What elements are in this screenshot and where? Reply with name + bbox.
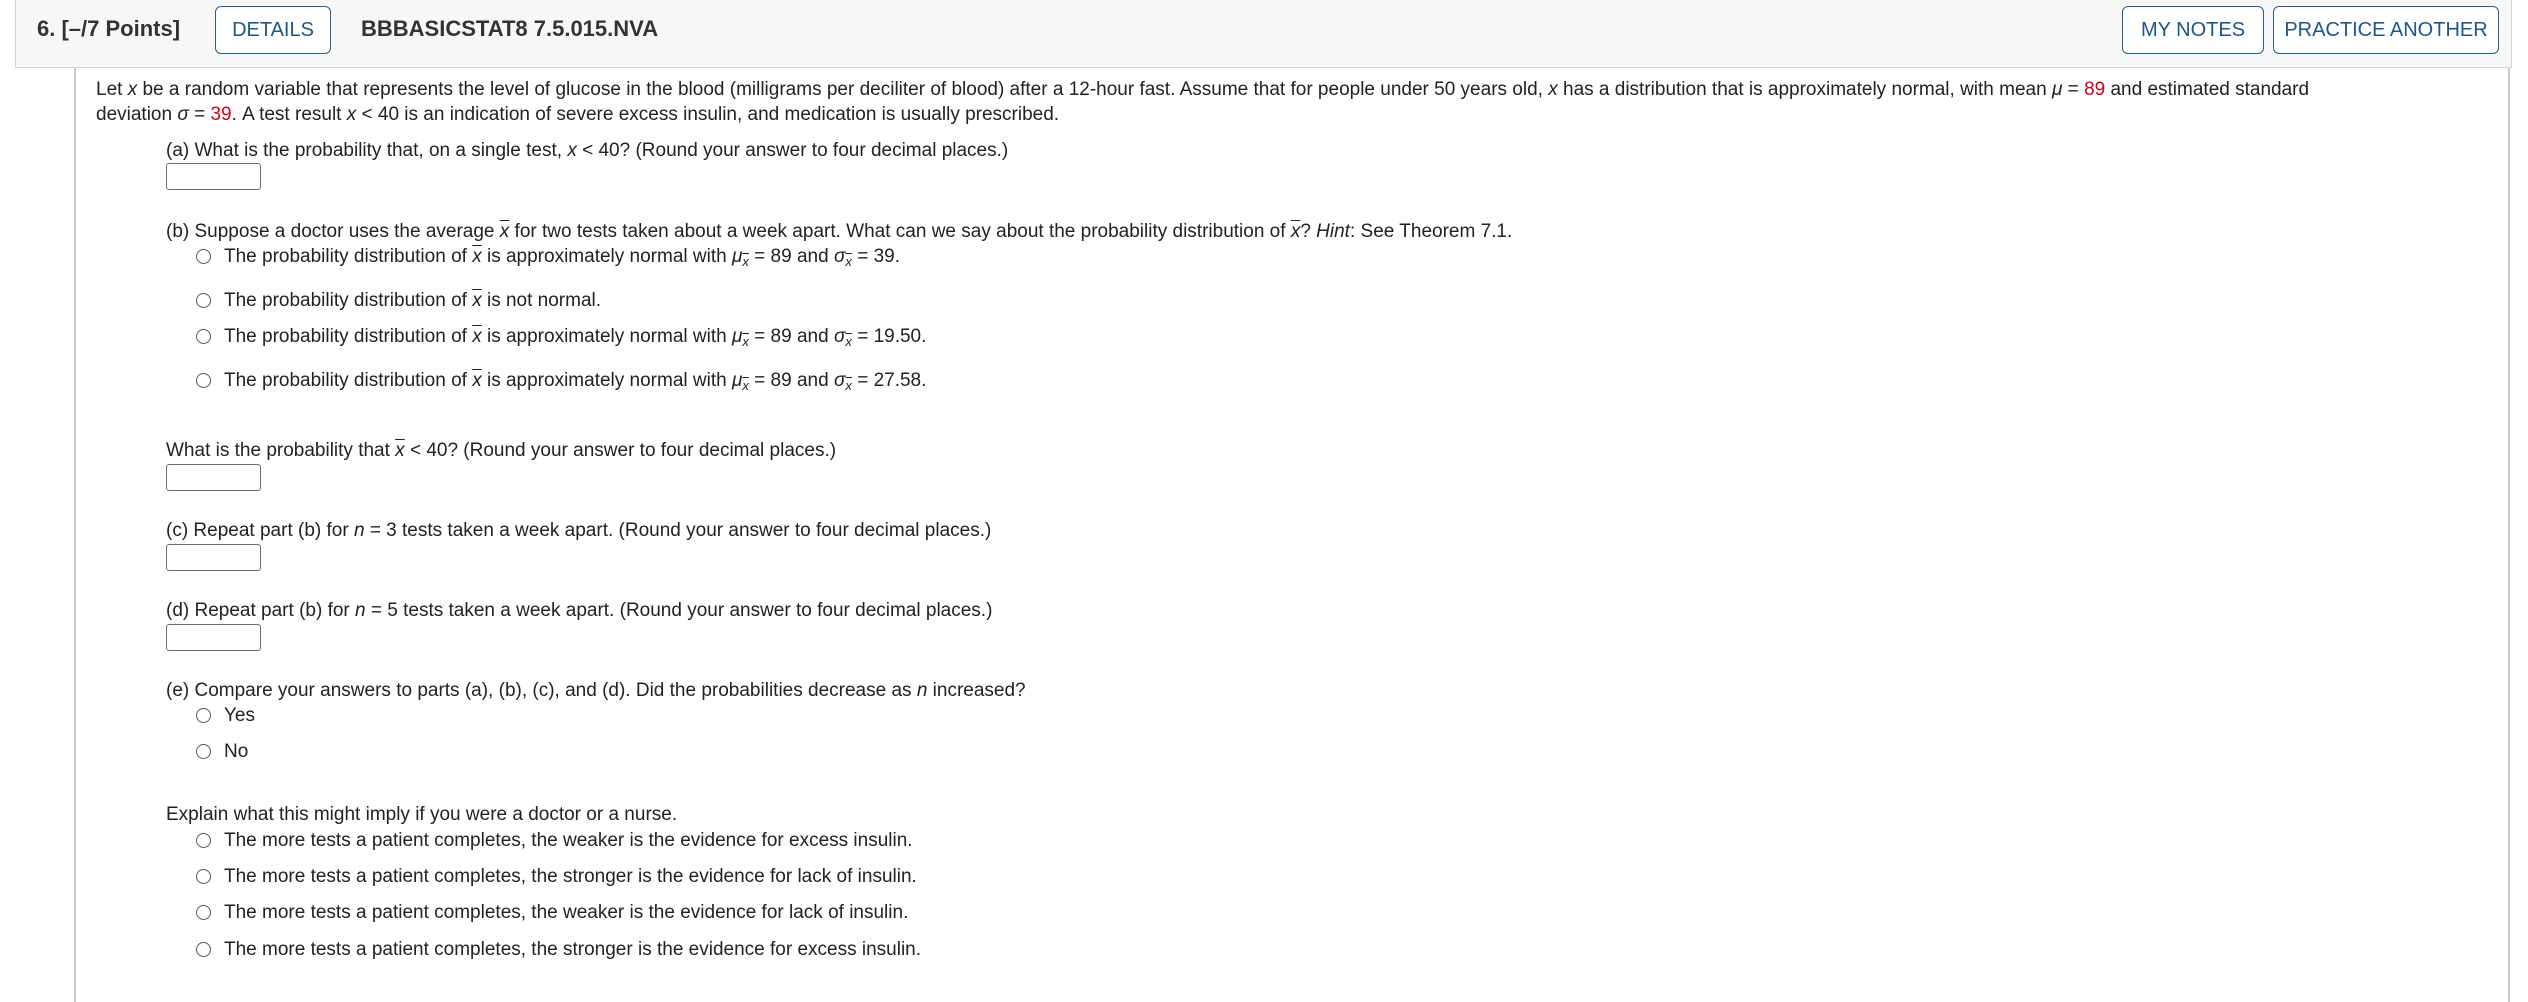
part-e-question: (e) Compare your answers to parts (a), (b), (c), and (d). Did the probabilities decrease as n increased? — [166, 680, 1026, 701]
practice-another-button[interactable]: PRACTICE ANOTHER — [2273, 6, 2499, 54]
part-b-option-1[interactable]: The probability distribution of $\overline{x}$ is approximately normal with $\mu_{\overline{x}} = 89$ and $\sigma_{\overline{x}} = 39$. — [224, 246, 900, 269]
explain-question: Explain what this might imply if you were a doctor or a nurse. — [166, 804, 678, 825]
explain-option-2[interactable]: The more tests a patient completes, the stronger is the evidence for lack of insulin. — [224, 866, 917, 887]
mean-value: 89 — [2084, 79, 2106, 100]
my-notes-button[interactable]: MY NOTES — [2122, 6, 2264, 54]
explain-option-3-radio[interactable] — [196, 905, 211, 920]
part-b-option-1-radio[interactable] — [196, 249, 211, 264]
part-e-no-radio[interactable] — [196, 744, 211, 759]
part-e-yes-label[interactable]: Yes — [224, 705, 255, 726]
part-b-followup-question: What is the probability that $\overline{x} < 40$? (Round your answer to four decimal places.) — [166, 440, 837, 461]
part-b-option-3[interactable]: The probability distribution of $\overline{x}$ is approximately normal with $\mu_{\overline{x}} = 89$ and $\sigma_{\overline{x}} = 19.50$. — [224, 326, 927, 349]
part-b-option-3-radio[interactable] — [196, 329, 211, 344]
explain-option-4-radio[interactable] — [196, 942, 211, 957]
part-e-yes-radio[interactable] — [196, 708, 211, 723]
part-b-question: (b) Suppose a doctor uses the average $\overline{x}$ for two tests taken about a week apart. What can we say about the probability distribution of $\overline{x}$? Hint: See Theorem 7.1. — [166, 221, 1513, 242]
part-a-question: (a) What is the probability that, on a single test, x < 40? (Round your answer to four decimal places.) — [166, 140, 1009, 161]
intro-line-1: Let x be a random variable that represents the level of glucose in the blood (milligrams per deciliter of blood) after a 12-hour fast. Assume that for people under 50 years old, x has a distribution that is approximately normal, with mean μ = 89 and estimated standard — [96, 79, 2310, 100]
part-b-option-4-radio[interactable] — [196, 373, 211, 388]
part-a-answer-input[interactable] — [166, 163, 261, 190]
part-d-question: (d) Repeat part (b) for n = 5 tests taken a week apart. (Round your answer to four decimal places.) — [166, 600, 993, 621]
explain-option-3[interactable]: The more tests a patient completes, the weaker is the evidence for lack of insulin. — [224, 902, 909, 923]
explain-option-1-radio[interactable] — [196, 833, 211, 848]
explain-option-1[interactable]: The more tests a patient completes, the weaker is the evidence for excess insulin. — [224, 830, 913, 851]
question-header — [15, 0, 2512, 68]
explain-option-4[interactable]: The more tests a patient completes, the stronger is the evidence for excess insulin. — [224, 939, 922, 960]
problem-code: BBBASICSTAT8 7.5.015.NVA — [361, 16, 659, 41]
question-body — [74, 68, 2510, 1002]
part-d-answer-input[interactable] — [166, 624, 261, 651]
part-c-answer-input[interactable] — [166, 544, 261, 571]
part-b-option-4[interactable]: The probability distribution of $\overline{x}$ is approximately normal with $\mu_{\overline{x}} = 89$ and $\sigma_{\overline{x}} = 27.58$. — [224, 370, 927, 393]
details-button[interactable]: DETAILS — [215, 6, 331, 54]
part-b-answer-input[interactable] — [166, 464, 261, 491]
part-b-option-2-radio[interactable] — [196, 293, 211, 308]
intro-line-2: deviation σ = 39. A test result x < 40 is an indication of severe excess insulin, and medication is usually prescribed. — [96, 104, 1060, 125]
part-b-option-2[interactable]: The probability distribution of $\overline{x}$ is not normal. — [224, 290, 602, 311]
sd-value: 39 — [210, 104, 232, 125]
question-label: 6. [–/7 Points] — [37, 16, 181, 41]
explain-option-2-radio[interactable] — [196, 869, 211, 884]
part-c-question: (c) Repeat part (b) for n = 3 tests taken a week apart. (Round your answer to four decimal places.) — [166, 520, 992, 541]
part-e-no-label[interactable]: No — [224, 741, 249, 762]
